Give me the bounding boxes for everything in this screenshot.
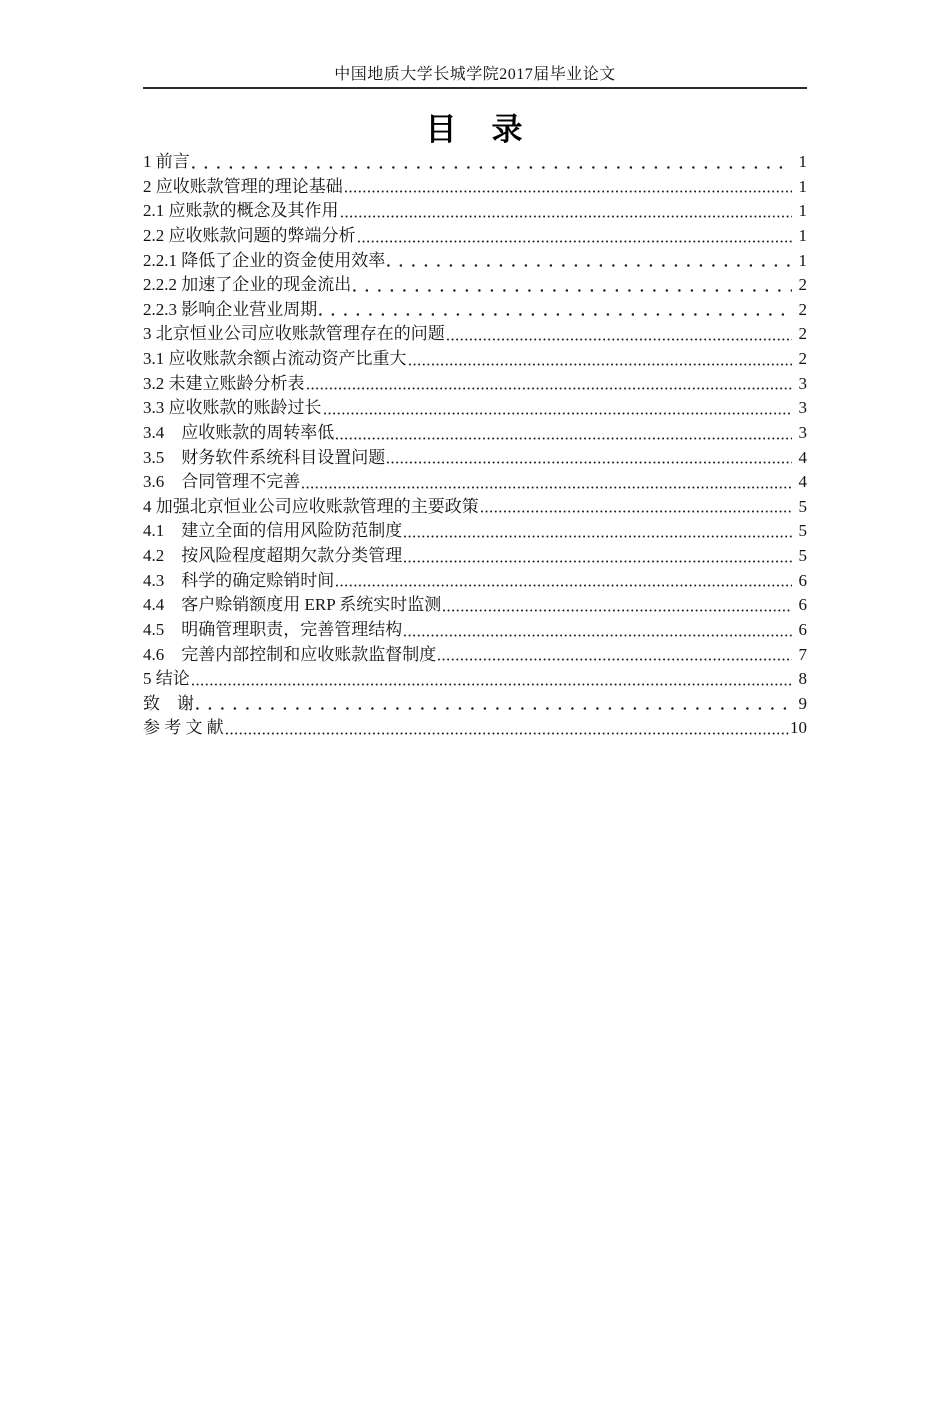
toc-entry[interactable] (143, 249, 807, 274)
toc-entry-title: 2.1 应账款的概念及其作用 (143, 201, 339, 221)
toc-entry[interactable] (143, 322, 807, 347)
toc-entry[interactable] (143, 470, 807, 495)
toc-entry[interactable] (143, 692, 807, 717)
toc-leader-dots (447, 322, 792, 347)
toc-entry-title: 3.3 应收账款的账龄过长 (143, 398, 322, 418)
toc-leader-dots (387, 249, 792, 274)
toc-entry-page: 5 (798, 521, 807, 541)
toc-entry[interactable] (143, 372, 807, 397)
toc-entry-page: 9 (798, 693, 807, 713)
toc-list (143, 150, 807, 741)
toc-entry-page: 6 (798, 570, 807, 590)
toc-leader-dots (307, 372, 793, 397)
toc-leader-dots (324, 396, 793, 421)
toc-leader-dots (387, 446, 792, 471)
toc-entry[interactable] (143, 175, 807, 200)
document-page (0, 66, 950, 1410)
toc-entry[interactable] (143, 273, 807, 298)
toc-entry[interactable] (143, 593, 807, 618)
toc-entry-page: 6 (798, 619, 807, 639)
toc-entry-page: 2 (798, 324, 807, 344)
toc-entry-page: 7 (798, 644, 807, 664)
toc-entry[interactable] (143, 224, 807, 249)
toc-entry-title: 3.6 合同管理不完善 (143, 472, 301, 492)
toc-entry-title: 3.1 应收账款余额占流动资产比重大 (143, 349, 407, 368)
toc-leader-dots (404, 618, 792, 643)
toc-leader-dots (438, 643, 792, 668)
toc-entry-page: 4 (798, 472, 807, 492)
toc-entry[interactable] (143, 519, 807, 544)
toc-entry-page: 8 (798, 669, 807, 689)
toc-leader-dots (404, 544, 792, 569)
toc-entry-page: 3 (798, 373, 807, 393)
toc-entry-title: 4.2 按风险程度超期欠款分类管理 (143, 546, 403, 565)
toc-entry[interactable] (143, 150, 807, 175)
toc-entry-title: 致 谢 (143, 693, 194, 713)
toc-leader-dots (336, 421, 792, 446)
toc-entry-page: 1 (798, 152, 807, 171)
toc-entry-page: 3 (798, 422, 807, 442)
toc-entry[interactable] (143, 298, 807, 323)
toc-leader-dots (409, 347, 793, 372)
toc-entry-page: 4 (798, 447, 807, 467)
toc-leader-dots (319, 298, 792, 323)
toc-entry-title: 4.6 完善内部控制和应收账款监督制度 (143, 644, 437, 664)
toc-entry[interactable] (143, 643, 807, 668)
toc-entry-title: 参 考 文 献 (143, 718, 224, 738)
toc-entry-page: 10 (790, 718, 807, 738)
toc-leader-dots (192, 150, 792, 175)
toc-leader-dots (353, 273, 792, 298)
toc-entry[interactable] (143, 716, 807, 741)
toc-entry-title: 4.4 客户赊销额度用 ERP 系统实时监测 (143, 595, 442, 615)
toc-entry-title: 3.5 财务软件系统科目设置问题 (143, 447, 386, 467)
toc-entry-title: 2.2.2 加速了企业的现金流出 (143, 275, 352, 295)
toc-entry-title: 2.2.3 影响企业营业周期 (143, 299, 318, 319)
toc-entry-title: 5 结论 (143, 669, 190, 689)
toc-entry[interactable] (143, 495, 807, 520)
toc-entry-page: 2 (798, 299, 807, 319)
toc-entry-title: 2.2 应收账款问题的弊端分析 (143, 225, 356, 245)
toc-title: 目 录 (425, 112, 525, 147)
toc-entry-title: 3 北京恒业公司应收账款管理存在的问题 (143, 324, 445, 344)
toc-leader-dots (336, 569, 792, 594)
toc-entry-title: 3.2 未建立账龄分析表 (143, 373, 305, 393)
toc-entry[interactable] (143, 421, 807, 446)
toc-entry-title: 2.2.1 降低了企业的资金使用效率 (143, 250, 386, 270)
toc-entry-title: 3.4 应收账款的周转率低 (143, 422, 335, 442)
toc-entry-page: 1 (798, 176, 807, 196)
toc-entry-page: 2 (798, 349, 807, 368)
toc-entry-title: 2 应收账款管理的理论基础 (143, 176, 343, 196)
toc-entry[interactable] (143, 544, 807, 569)
toc-leader-dots (226, 716, 789, 741)
toc-entry-title: 4 加强北京恒业公司应收账款管理的主要政策 (143, 496, 479, 516)
toc-leader-dots (302, 470, 792, 495)
toc-leader-dots (358, 224, 793, 249)
toc-entry[interactable] (143, 396, 807, 421)
toc-entry[interactable] (143, 199, 807, 224)
toc-entry-page: 6 (798, 595, 807, 615)
toc-entry-page: 5 (798, 546, 807, 565)
toc-entry-title: 4.1 建立全面的信用风险防范制度 (143, 521, 403, 541)
toc-entry-page: 1 (798, 201, 807, 221)
toc-entry-title: 1 前言 (143, 152, 190, 171)
toc-entry-title: 4.5 明确管理职责，完善管理结构 (143, 619, 403, 639)
toc-leader-dots (481, 495, 792, 520)
running-header: 中国地质大学长城学院2017届毕业论文 (334, 66, 616, 83)
toc-leader-dots (345, 175, 792, 200)
toc-entry[interactable] (143, 618, 807, 643)
toc-leader-dots (443, 593, 792, 618)
toc-entry-page: 5 (798, 496, 807, 516)
toc-entry-page: 1 (798, 225, 807, 245)
toc-leader-dots (404, 519, 792, 544)
toc-entry-title: 4.3 科学的确定赊销时间 (143, 570, 335, 590)
toc-entry-page: 1 (798, 250, 807, 270)
toc-entry[interactable] (143, 446, 807, 471)
toc-entry[interactable] (143, 569, 807, 594)
toc-entry[interactable] (143, 347, 807, 372)
toc-entry-page: 2 (798, 275, 807, 295)
toc-entry-page: 3 (798, 398, 807, 418)
toc-entry[interactable] (143, 667, 807, 692)
header-divider (143, 87, 807, 89)
toc-leader-dots (192, 667, 792, 692)
toc-leader-dots (341, 199, 793, 224)
toc-leader-dots (196, 692, 792, 717)
